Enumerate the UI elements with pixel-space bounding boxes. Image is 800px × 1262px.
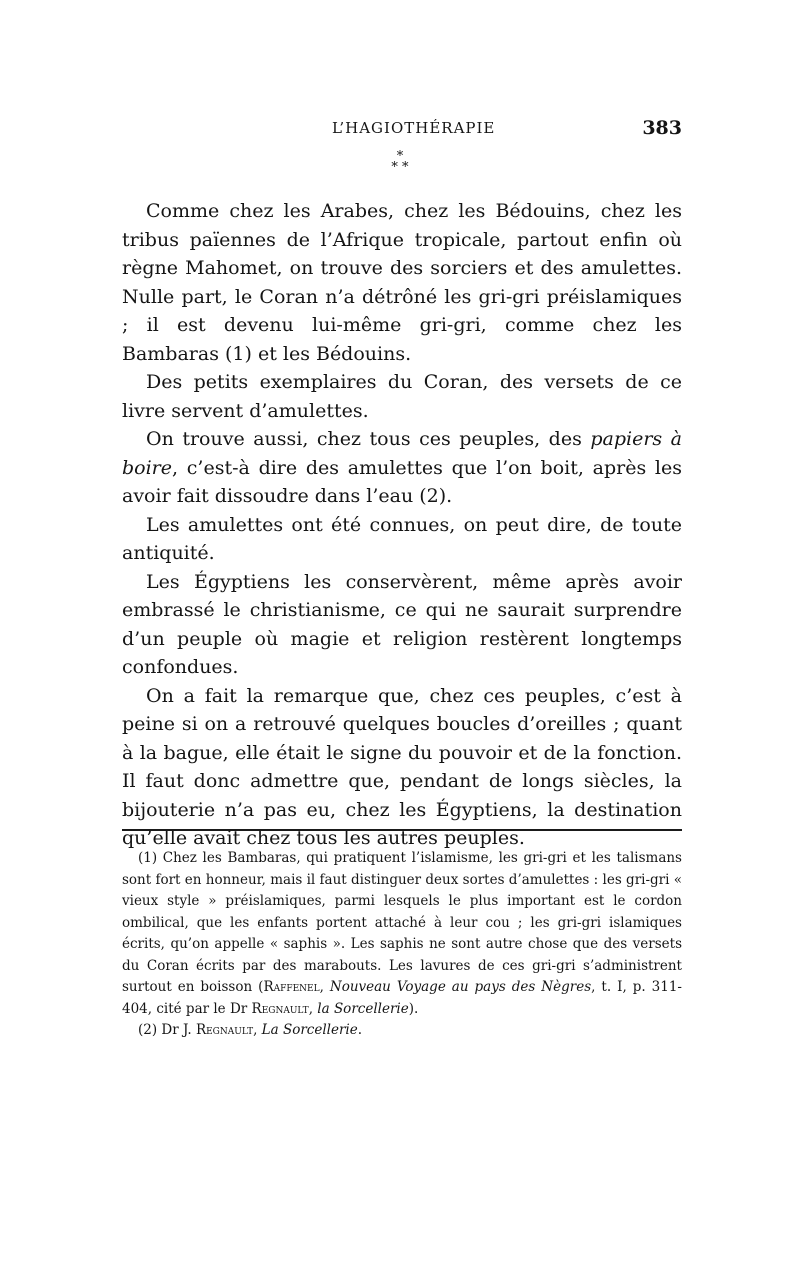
paragraph-3 xyxy=(122,425,682,511)
footnote-2-text-a: (2) Dr J. xyxy=(138,1022,196,1038)
footnote-1-text-e: ). xyxy=(408,1000,419,1017)
paragraph-3-text-b: , c’est-à dire des amulettes que l’on boit, après les avoir fait dissoudre dans l’eau (2). xyxy=(122,456,682,507)
asterism-ornament: * * * xyxy=(391,149,409,175)
footnote-2 xyxy=(122,1020,682,1042)
footnote-2-author: Regnault xyxy=(195,1022,254,1038)
paragraph-3-text-a: On trouve aussi, chez tous ces peuples, des xyxy=(146,428,591,450)
paragraph-4: Les amulettes ont été connues, on peut dire, de toute antiquité. xyxy=(122,513,682,564)
footnote-1-author-1: Raffenel xyxy=(263,979,320,995)
footnote-1-text-d: , xyxy=(308,1000,318,1017)
footnote-2-text-b: , xyxy=(253,1022,262,1038)
footnote-separator xyxy=(122,829,682,831)
footnote-1 xyxy=(122,848,682,1020)
paragraph-2: Des petits exemplaires du Coran, des versets de ce livre servent d’amulettes. xyxy=(122,371,682,422)
footnote-2-text-c: . xyxy=(357,1022,363,1038)
running-header xyxy=(122,117,682,141)
footnote-2-title: La Sorcellerie xyxy=(261,1022,358,1038)
footnote-1-text-b: , xyxy=(319,979,330,995)
footnote-1-title-1: Nouveau Voyage au pays des Nègres xyxy=(329,979,592,995)
paragraph-1: Comme chez les Arabes, chez les Bédouins, chez les tribus païennes de l’Afrique tropicale, partout enfin où règne Mahomet, on trouve des sorciers et des amulettes. Nulle part, le Coran n’a détrôné les gri-gri préislamiques ; il est devenu lui-même gri-gri, comme chez les Bambaras (1) et les Bédouins. xyxy=(122,200,682,365)
page-number: 383 xyxy=(642,117,682,139)
footnote-1-title-2: la Sorcellerie xyxy=(317,1000,409,1017)
paragraph-6: On a fait la remarque que, chez ces peuples, c’est à peine si on a retrouvé quelques boucles d’oreilles ; quant à la bague, elle était le signe du pouvoir et de la fonction. Il faut donc admettre que, pendant de longs siècles, la bijouterie n’a pas eu, chez les Égyptiens, la destination qu’elle avait chez tous les autres peuples. xyxy=(122,684,682,849)
running-title: L’HAGIOTHÉRAPIE xyxy=(332,119,496,137)
main-text xyxy=(122,197,682,853)
footnotes xyxy=(122,848,682,1042)
paragraph-5: Les Égyptiens les conservèrent, même après avoir embrassé le christianisme, ce qui ne saurait surprendre d’un peuple où magie et religion restèrent longtemps confondues. xyxy=(122,570,682,678)
footnote-1-text-c: , t. I, p. 311-404, cité par le Dr xyxy=(122,979,682,1017)
footnote-1-author-2: Regnault xyxy=(251,1000,309,1017)
footnote-1-text-a: (1) Chez les Bambaras, qui pratiquent l’islamisme, les gri-gri et les talismans sont fort en honneur, mais il faut distinguer deux sortes d’amulettes : les gri-gri « vieux style » préislamiques, parmi lesquels le plus important est le cordon ombilical, que les enfants portent attaché à leur cou ; les gri-gri islamiques écrits, qu’on appelle « saphis ». Les saphis ne sont autre chose que des versets du Coran écrits par des marabouts. Les lavures de ces gri-gri s’administrent surtout en boisson ( xyxy=(122,850,682,995)
paragraph-3-emphasis: papiers à boire xyxy=(122,428,682,479)
